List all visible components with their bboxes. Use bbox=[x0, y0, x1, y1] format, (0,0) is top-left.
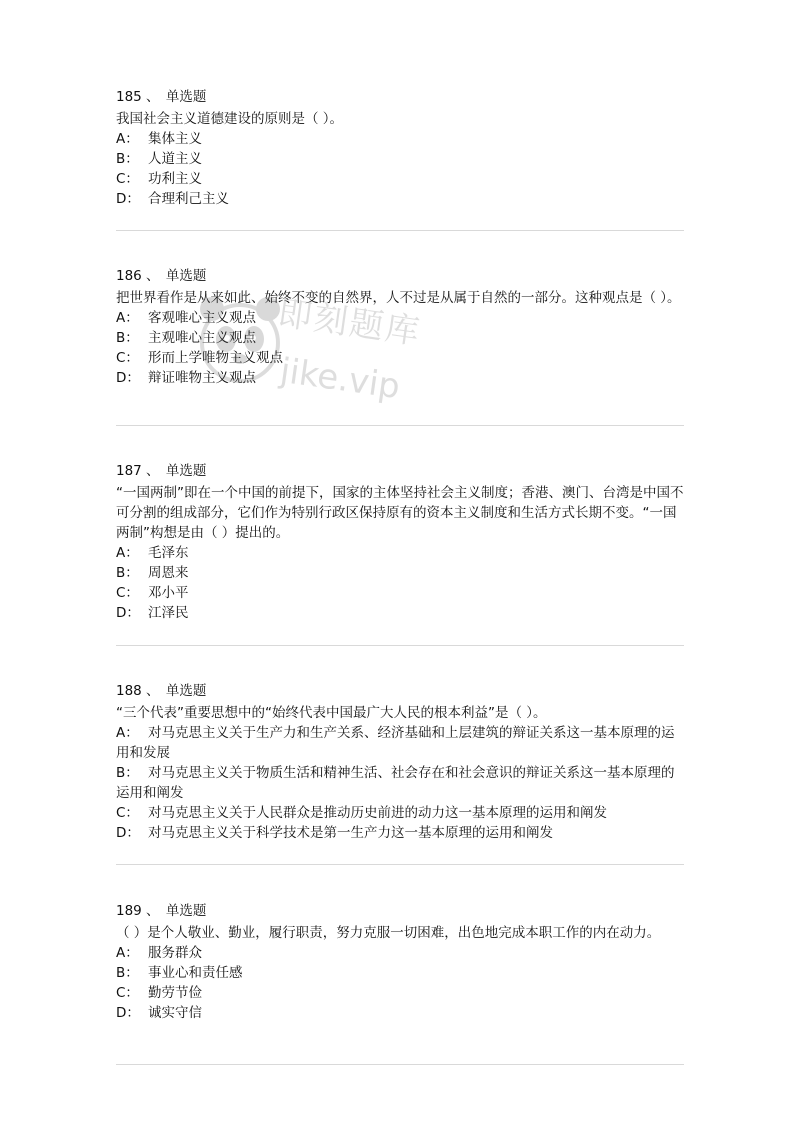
question-header bbox=[116, 461, 686, 481]
option-text: 事业心和责任感 bbox=[148, 965, 243, 981]
question-divider bbox=[116, 425, 684, 426]
question-185 bbox=[116, 87, 686, 209]
option-c bbox=[116, 169, 686, 189]
option-label: D： bbox=[116, 825, 140, 841]
option-label: A： bbox=[116, 545, 139, 561]
option-label: C： bbox=[116, 171, 139, 187]
question-number: 188 、 bbox=[116, 683, 160, 699]
option-text: 勤劳节俭 bbox=[148, 985, 202, 1001]
option-d bbox=[116, 1003, 686, 1023]
question-stem: “一国两制”即在一个中国的前提下，国家的主体坚持社会主义制度；香港、澳门、台湾是中国不可分割的组成部分，它们作为特别行政区保持原有的资本主义制度和生活方式长期不变。“一国两制”构想是由（ ）提出的。 bbox=[116, 485, 684, 541]
watermark-text-cn: 即刻题库 bbox=[275, 293, 424, 353]
option-d bbox=[116, 368, 686, 388]
option-text: 形而上学唯物主义观点 bbox=[148, 350, 283, 366]
option-label: B： bbox=[116, 151, 139, 167]
option-d bbox=[116, 189, 686, 209]
option-b bbox=[116, 563, 686, 583]
option-label: A： bbox=[116, 945, 139, 961]
option-d bbox=[116, 823, 686, 843]
option-label: C： bbox=[116, 350, 139, 366]
option-label: C： bbox=[116, 585, 139, 601]
option-a bbox=[116, 129, 686, 149]
question-186 bbox=[116, 266, 686, 388]
question-divider bbox=[116, 1064, 684, 1065]
option-b bbox=[116, 763, 686, 803]
question-divider bbox=[116, 230, 684, 231]
option-label: D： bbox=[116, 191, 140, 207]
option-label: A： bbox=[116, 725, 139, 741]
option-c bbox=[116, 583, 686, 603]
option-c bbox=[116, 348, 686, 368]
question-189 bbox=[116, 901, 686, 1023]
question-type: 单选题 bbox=[165, 683, 207, 699]
option-a bbox=[116, 308, 686, 328]
option-label: A： bbox=[116, 310, 139, 326]
option-text: 服务群众 bbox=[148, 945, 202, 961]
option-a bbox=[116, 543, 686, 563]
question-number: 189 、 bbox=[116, 903, 160, 919]
option-label: D： bbox=[116, 605, 140, 621]
question-stem: “三个代表”重要思想中的“始终代表中国最广大人民的根本利益”是（ ）。 bbox=[116, 705, 547, 721]
option-text: 功利主义 bbox=[148, 171, 202, 187]
question-header bbox=[116, 681, 686, 701]
option-text: 辩证唯物主义观点 bbox=[148, 370, 256, 386]
question-187 bbox=[116, 461, 686, 623]
option-c bbox=[116, 803, 686, 823]
option-label: A： bbox=[116, 131, 139, 147]
option-text: 周恩来 bbox=[148, 565, 189, 581]
question-header bbox=[116, 266, 686, 286]
option-text: 集体主义 bbox=[148, 131, 202, 147]
option-text: 主观唯心主义观点 bbox=[148, 330, 256, 346]
option-label: B： bbox=[116, 965, 139, 981]
question-header bbox=[116, 901, 686, 921]
question-type: 单选题 bbox=[165, 89, 207, 105]
option-text: 对马克思主义关于物质生活和精神生活、社会存在和社会意识的辩证关系这一基本原理的运用和阐发 bbox=[116, 765, 675, 801]
question-stem: （ ）是个人敬业、勤业，履行职责，努力克服一切困难，出色地完成本职工作的内在动力。 bbox=[116, 925, 661, 941]
option-text: 诚实守信 bbox=[148, 1005, 202, 1021]
option-label: C： bbox=[116, 805, 139, 821]
option-text: 对马克思主义关于生产力和生产关系、经济基础和上层建筑的辩证关系这一基本原理的运用和发展 bbox=[116, 725, 675, 761]
option-b bbox=[116, 149, 686, 169]
question-number: 186 、 bbox=[116, 268, 160, 284]
option-b bbox=[116, 963, 686, 983]
option-b bbox=[116, 328, 686, 348]
question-stem: 把世界看作是从来如此、始终不变的自然界，人不过是从属于自然的一部分。这种观点是（ ）。 bbox=[116, 290, 681, 306]
option-label: B： bbox=[116, 765, 139, 781]
option-label: D： bbox=[116, 1005, 140, 1021]
question-188 bbox=[116, 681, 686, 843]
option-text: 对马克思主义关于科学技术是第一生产力这一基本原理的运用和阐发 bbox=[148, 825, 553, 841]
question-stem: 我国社会主义道德建设的原则是（ ）。 bbox=[116, 111, 344, 127]
option-c bbox=[116, 983, 686, 1003]
option-text: 对马克思主义关于人民群众是推动历史前进的动力这一基本原理的运用和阐发 bbox=[148, 805, 607, 821]
option-d bbox=[116, 603, 686, 623]
question-number: 187 、 bbox=[116, 463, 160, 479]
question-type: 单选题 bbox=[165, 903, 207, 919]
watermark-text-en: jike.vip bbox=[277, 350, 403, 408]
question-number: 185 、 bbox=[116, 89, 160, 105]
option-text: 邓小平 bbox=[148, 585, 189, 601]
question-header bbox=[116, 87, 686, 107]
option-text: 毛泽东 bbox=[148, 545, 189, 561]
option-a bbox=[116, 943, 686, 963]
question-type: 单选题 bbox=[165, 268, 207, 284]
option-label: D： bbox=[116, 370, 140, 386]
question-type: 单选题 bbox=[165, 463, 207, 479]
option-a bbox=[116, 723, 686, 763]
option-label: C： bbox=[116, 985, 139, 1001]
option-text: 江泽民 bbox=[148, 605, 189, 621]
option-text: 客观唯心主义观点 bbox=[148, 310, 256, 326]
question-divider bbox=[116, 864, 684, 865]
option-label: B： bbox=[116, 330, 139, 346]
option-text: 人道主义 bbox=[148, 151, 202, 167]
question-divider bbox=[116, 645, 684, 646]
option-text: 合理利己主义 bbox=[148, 191, 229, 207]
option-label: B： bbox=[116, 565, 139, 581]
